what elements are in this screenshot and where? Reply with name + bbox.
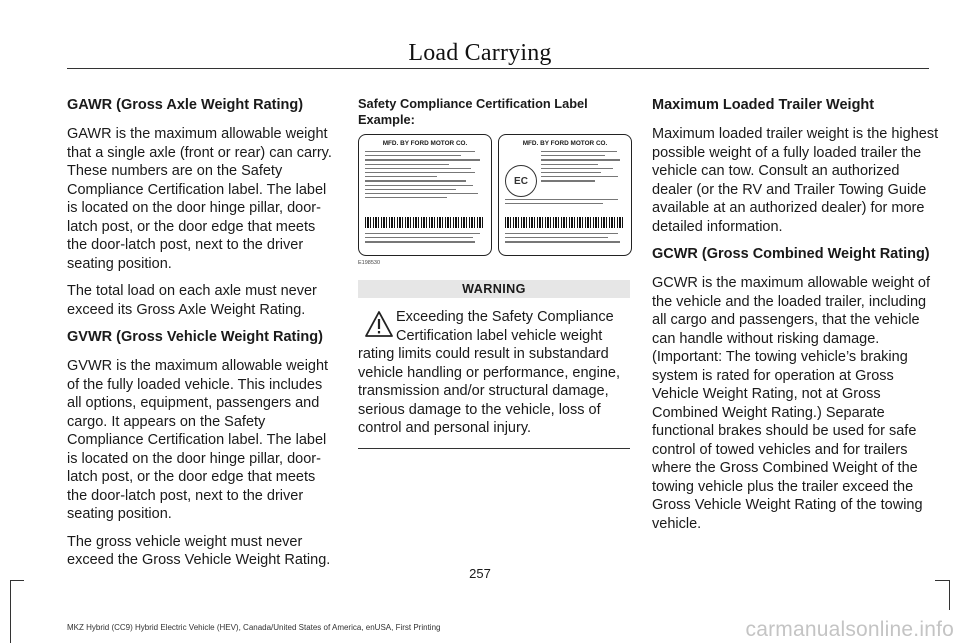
right-column (652, 96, 940, 542)
figure-id: E198530 (358, 260, 381, 266)
watermark: carmanualsonline.info (745, 618, 954, 641)
label-fine-print (365, 233, 485, 246)
left-column (67, 96, 337, 579)
gawr-paragraph: The total load on each axle must never exceed its Gross Axle Weight Rating. (67, 283, 317, 318)
warning-text-first: Exceeding the Safety Compliance Certification label vehicle weight (396, 309, 614, 344)
mltw-heading: Maximum Loaded Trailer Weight (652, 97, 875, 113)
header-rule (67, 68, 929, 69)
gcwr-heading: GCWR (Gross Combined Weight Rating) (652, 246, 930, 262)
certification-seal-icon (505, 165, 537, 197)
crop-mark (949, 580, 950, 610)
middle-column (358, 96, 630, 449)
gcwr-paragraph: GCWR is the maximum allowable weight of the vehicle and the loaded trailer, including all cargo and passengers, that the vehicle can handle without risking damage. (Important: The towing vehicle’s braking system is rated for operation at Gross Vehicle Weight Rating, not at Gross Combined Weight Rating.) Separate functional brakes should be used for safe control of towed vehicles and for trailers where the Gross Combined Weight of the towing vehicle plus the trailer exceed the Gross Vehicle Weight Rating of the towing vehicle. (652, 275, 931, 532)
page-title: Load Carrying (408, 40, 552, 66)
gawr-paragraph: GAWR is the maximum allowable weight that a single axle (front or rear) can carry. These numbers are on the Safety Compliance Certification label. The label is located on the door hinge pillar, door-latch post, or the door edge that meets the door-latch post, next to the driver seating position. (67, 126, 332, 272)
warning-triangle-icon (364, 310, 394, 338)
label-fine-print (365, 151, 485, 201)
certification-label-right (498, 134, 632, 256)
certification-label-figure (358, 134, 632, 272)
gvwr-heading: GVWR (Gross Vehicle Weight Rating) (67, 329, 323, 345)
label-barcode (505, 217, 625, 228)
certification-label-left (358, 134, 492, 256)
crop-mark (10, 580, 11, 643)
label-fine-print (541, 151, 625, 185)
footer-text: MKZ Hybrid (CC9) Hybrid Electric Vehicle (HEV), Canada/United States of America, enUSA, First Printing (67, 623, 441, 632)
label-fine-print (505, 233, 625, 246)
label-barcode (365, 217, 485, 228)
warning-text (358, 308, 630, 438)
seal-text: EC (514, 175, 528, 187)
gvwr-paragraph: GVWR is the maximum allowable weight of the fully loaded vehicle. This includes all options, equipment, passengers and cargo. It appears on the Safety Compliance Certification label. The label is located on the door hinge pillar, door-latch post, or the door edge that meets the door-latch post, next to the driver seating position. (67, 358, 329, 522)
label-manufacturer-title: MFD. BY FORD MOTOR CO. (382, 140, 468, 147)
gawr-heading: GAWR (Gross Axle Weight Rating) (67, 97, 304, 113)
warning-bottom-rule (358, 448, 630, 449)
label-manufacturer-title: MFD. BY FORD MOTOR CO. (522, 140, 608, 147)
warning-title-bar: WARNING (358, 280, 630, 298)
label-fine-print (505, 199, 625, 207)
warning-text-rest: rating limits could result in substandard vehicle handling or performance, engine, transmission and/or structural damage, serious damage to the vehicle, loss of control and personal injury. (358, 346, 620, 436)
gvwr-paragraph: The gross vehicle weight must never exceed the Gross Vehicle Weight Rating. (67, 533, 331, 568)
page-number: 257 (469, 566, 491, 581)
mltw-paragraph: Maximum loaded trailer weight is the highest possible weight of a fully loaded trailer the vehicle can tow. Consult an authorized dealer (or the RV and Trailer Towing Guide available at an authorized dealer) for more detailed information. (652, 126, 939, 235)
warning-body (358, 308, 630, 449)
label-example-heading: Safety Compliance Certification Label Example: (358, 96, 588, 127)
